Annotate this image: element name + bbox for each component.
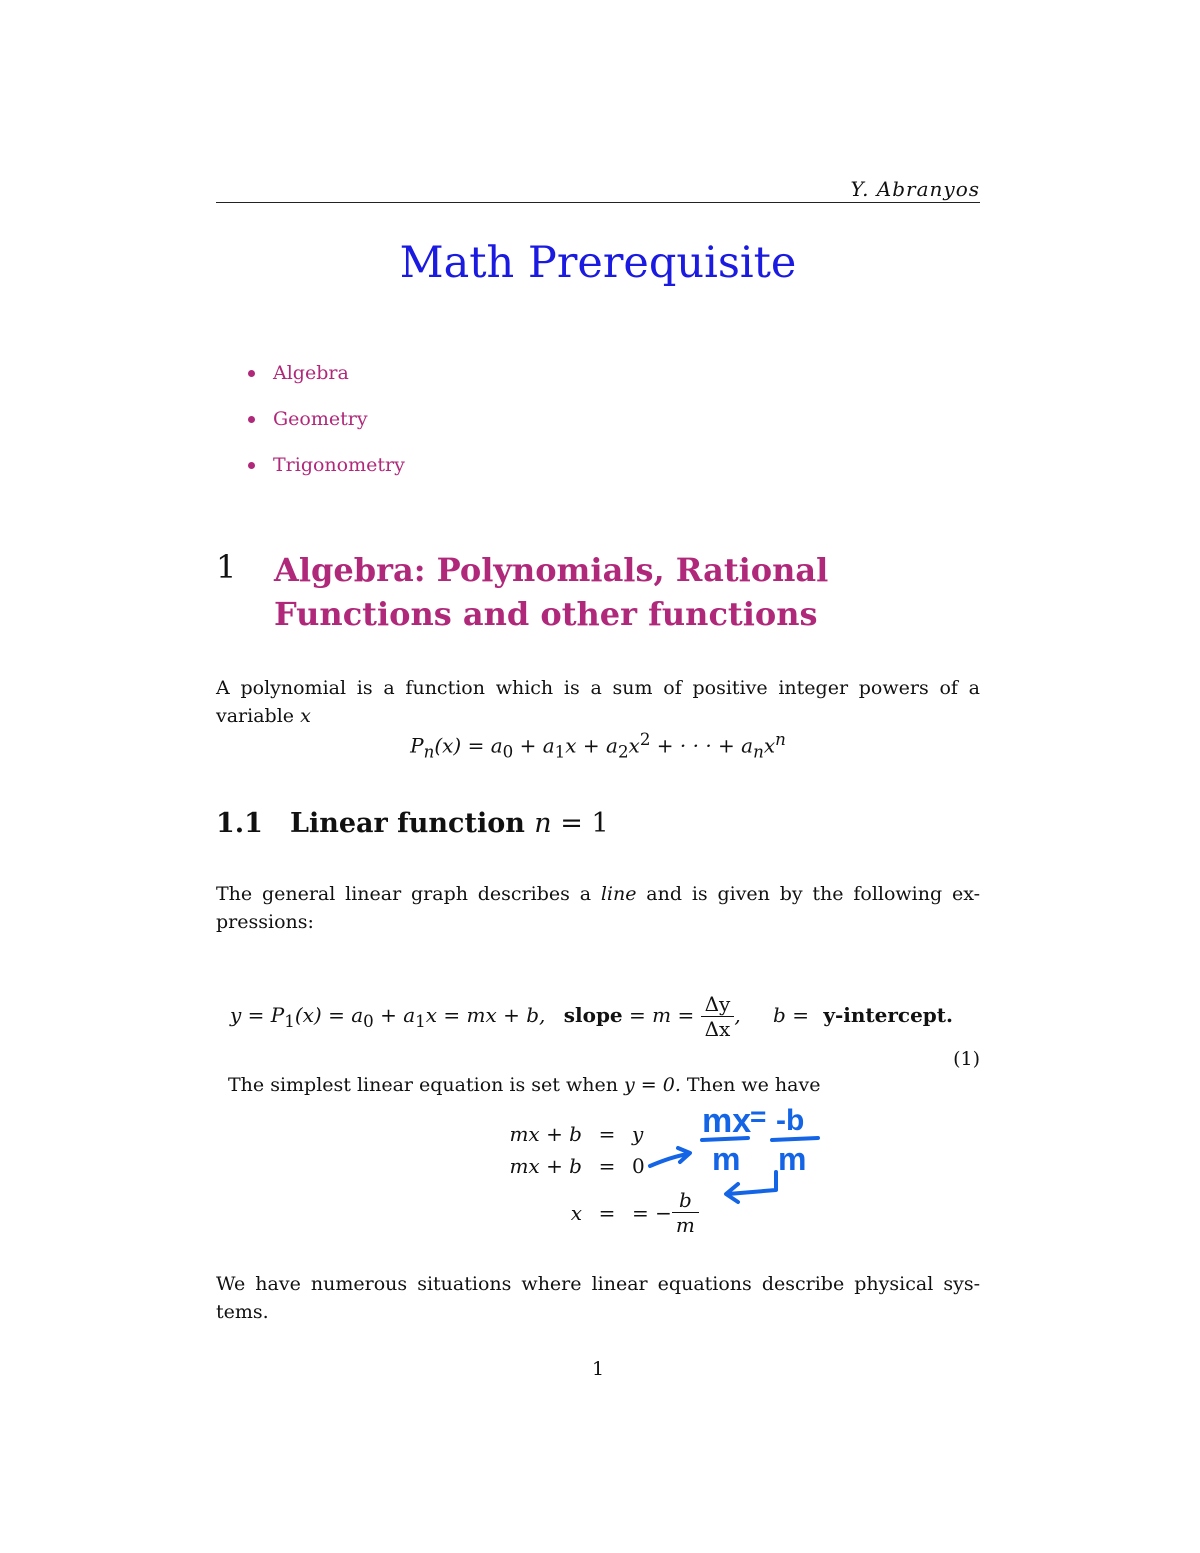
- equation-number: (1): [953, 1048, 980, 1070]
- bullet-icon: [248, 370, 255, 377]
- subsection-variable: n: [534, 808, 552, 839]
- aligned-lhs: mx + b: [509, 1122, 582, 1146]
- intro-paragraph: [216, 674, 980, 730]
- slope-label: slope: [563, 1003, 623, 1027]
- eq-token: ,: [734, 1003, 741, 1027]
- topic-list: [248, 350, 405, 488]
- ink-rhs-numerator: -b: [776, 1104, 805, 1137]
- linear-line-2: pressions:: [216, 911, 314, 933]
- closing-line-1: We have numerous situations where linear equations describe physical sys-: [216, 1273, 980, 1295]
- aligned-lhs: x: [570, 1200, 582, 1225]
- slope-fraction: [701, 992, 735, 1041]
- topic-label: Algebra: [273, 362, 349, 384]
- header-rule: [216, 202, 980, 203]
- topic-item: [248, 350, 405, 396]
- page-number: 1: [591, 1358, 605, 1380]
- topic-label: Geometry: [273, 408, 368, 430]
- eq-token: + a: [513, 733, 555, 758]
- intro-variable: x: [300, 705, 311, 727]
- page-title: Math Prerequisite: [399, 238, 797, 288]
- ink-equals: =: [750, 1101, 767, 1132]
- subsection-equals: = 1: [551, 808, 609, 839]
- intro-line-2: [216, 702, 980, 730]
- eq-token: b =: [773, 1003, 809, 1027]
- ink-arrow-right: [650, 1148, 690, 1166]
- eq-subscript: 1: [284, 1012, 295, 1031]
- ink-fraction-bar-right: [772, 1138, 818, 1140]
- eq-subscript: 0: [363, 1012, 374, 1031]
- simplest-math: y = 0.: [624, 1074, 681, 1096]
- ink-lhs-denominator: m: [712, 1141, 741, 1177]
- polynomial-equation: [216, 730, 980, 762]
- eq-subscript: n: [423, 742, 435, 762]
- aligned-rhs: = −: [632, 1200, 672, 1225]
- eq-subscript: 1: [554, 742, 566, 762]
- simplest-text: The simplest linear equation is set when: [228, 1074, 618, 1096]
- eq-subscript: 2: [617, 742, 629, 762]
- eq-token: x = mx + b,: [425, 1003, 546, 1027]
- closing-line-2: tems.: [216, 1301, 269, 1323]
- fraction-numerator: Δy: [701, 992, 735, 1017]
- intro-text: variable: [216, 705, 295, 727]
- eq-token: (x) = a: [294, 1003, 364, 1027]
- aligned-eq: =: [598, 1122, 616, 1146]
- eq-token: y = P: [230, 1003, 285, 1027]
- section-title: Algebra: Polynomials, Rational Functions and other functions: [274, 551, 829, 633]
- linear-text: and is given by the following ex-: [646, 883, 981, 905]
- eq-token: x + a: [565, 733, 618, 758]
- eq-superscript: n: [775, 730, 786, 749]
- linear-equation: [230, 992, 953, 1041]
- intro-line-1: A polynomial is a function which is a sum of positive integer powers of a: [216, 677, 980, 699]
- topic-item: [248, 442, 405, 488]
- fraction-denominator: Δx: [704, 1017, 731, 1041]
- aligned-rhs: y: [632, 1122, 644, 1146]
- eq-superscript: 2: [639, 730, 651, 749]
- aligned-rhs: 0: [632, 1154, 645, 1178]
- eq-subscript: 0: [502, 742, 514, 762]
- section-number: 1: [216, 548, 237, 586]
- eq-token: (x) = a: [434, 733, 503, 758]
- eq-token: + · · · + a: [650, 733, 754, 758]
- handwritten-annotation: [640, 1098, 840, 1223]
- aligned-lhs: mx + b: [509, 1154, 582, 1178]
- eq-token: + a: [373, 1003, 416, 1027]
- subsection-heading: [216, 808, 609, 839]
- author-header: Y. Abranyos: [850, 177, 980, 201]
- aligned-eq: =: [598, 1200, 616, 1225]
- subsection-number: 1.1: [216, 808, 263, 839]
- eq-token: x: [763, 733, 776, 758]
- simplest-text: Then we have: [686, 1074, 821, 1096]
- eq-token: P: [410, 733, 424, 758]
- ink-rhs-denominator: m: [778, 1141, 807, 1177]
- fraction-numerator: b: [672, 1188, 699, 1213]
- eq-subscript: 1: [415, 1012, 426, 1031]
- linear-text: The general linear graph describes a: [216, 883, 592, 905]
- linear-line-1: [216, 880, 980, 908]
- topic-label: Trigonometry: [273, 454, 405, 476]
- closing-paragraph: [216, 1270, 980, 1326]
- simplest-sentence: [228, 1074, 820, 1096]
- topic-item: [248, 396, 405, 442]
- eq-subscript: n: [753, 742, 764, 762]
- bullet-icon: [248, 462, 255, 469]
- linear-emphasis: line: [600, 883, 637, 905]
- aligned-eq: =: [598, 1154, 616, 1178]
- intercept-label: y-intercept.: [823, 1003, 953, 1027]
- fraction-denominator: m: [675, 1213, 695, 1237]
- subsection-title: Linear function: [290, 808, 525, 839]
- eq-token: x: [628, 733, 640, 758]
- linear-paragraph: [216, 880, 980, 936]
- eq-token: = m =: [622, 1003, 701, 1027]
- ink-lhs-numerator: mx: [702, 1102, 752, 1140]
- bullet-icon: [248, 416, 255, 423]
